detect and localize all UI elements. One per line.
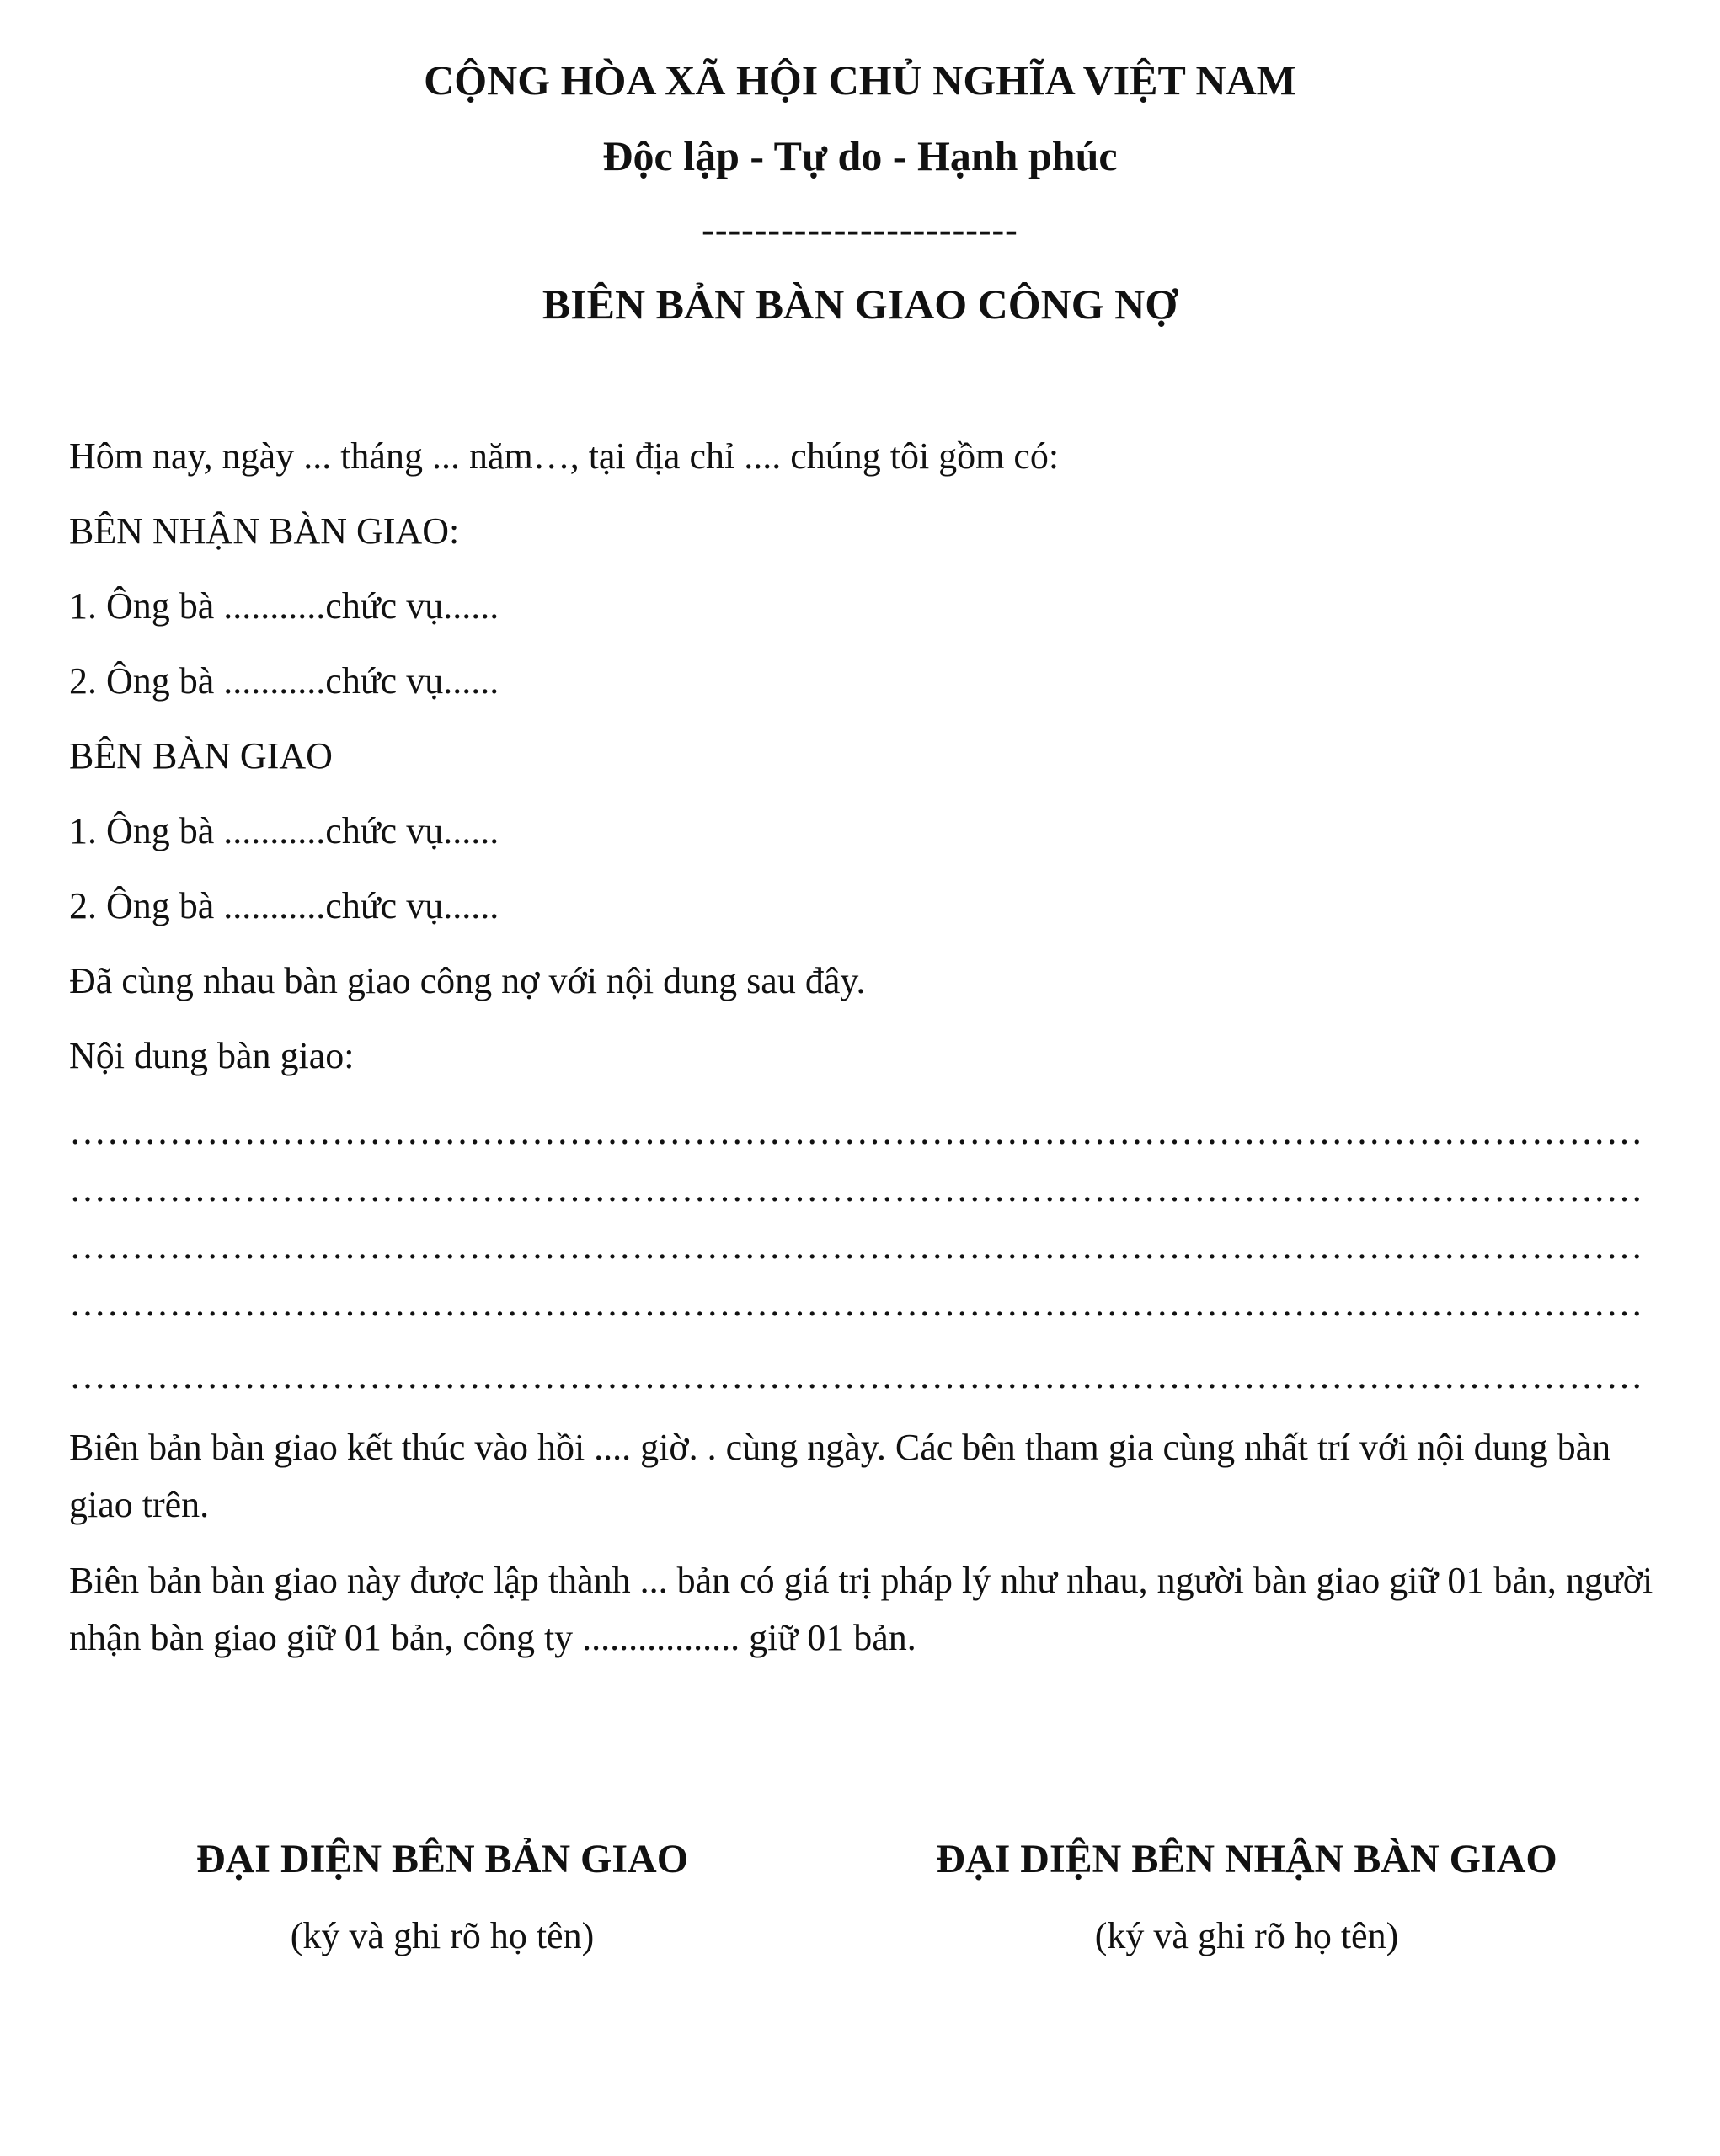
giver-heading: BÊN BÀN GIAO	[69, 735, 333, 776]
left-signature-note: (ký và ghi rõ họ tên)	[290, 1915, 595, 1956]
dotted-line: ………………………………………………………………………………………………………………	[69, 1225, 1643, 1267]
motto: Độc lập - Tự do - Hạnh phúc	[602, 132, 1118, 179]
agreement-line: Đã cùng nhau bàn giao công nợ với nội dung sau đây.	[69, 960, 866, 1001]
copies-paragraph: Biên bản bàn giao này được lập thành ... bản có giá trị pháp lý như nhau, người bàn giao giữ 01 bản, người nhận bàn giao giữ 01 bản, công ty ................. giữ 01 bản.	[69, 1560, 1653, 1658]
giver-item-1: 1. Ông bà ...........chức vụ......	[69, 810, 499, 851]
document-title: BIÊN BẢN BÀN GIAO CÔNG NỢ	[542, 280, 1178, 328]
content-label: Nội dung bàn giao:	[69, 1035, 355, 1076]
left-signature-title: ĐẠI DIỆN BÊN BẢN GIAO	[195, 1837, 689, 1881]
dotted-line: ………………………………………………………………………………………………………………	[69, 1111, 1643, 1152]
receiver-item-1: 1. Ông bà ...........chức vụ......	[69, 585, 499, 627]
dotted-line: ………………………………………………………………………………………………………………	[69, 1283, 1643, 1324]
country-name: CỘNG HÒA XÃ HỘI CHỦ NGHĨA VIỆT NAM	[424, 56, 1296, 104]
giver-item-2: 2. Ông bà ...........chức vụ......	[69, 885, 499, 926]
right-signature-note: (ký và ghi rõ họ tên)	[1094, 1915, 1399, 1956]
intro-line: Hôm nay, ngày ... tháng ... năm…, tại địa chỉ .... chúng tôi gồm có:	[69, 435, 1060, 477]
left-signature-block	[160, 1836, 724, 1957]
closing-paragraph: Biên bản bàn giao kết thúc vào hồi .... giờ. . cùng ngày. Các bên tham gia cùng nhất trí với nội dung bàn giao trên.	[69, 1427, 1611, 1525]
header-separator: ------------------------	[702, 209, 1018, 250]
dotted-line: ………………………………………………………………………………………………………………	[69, 1168, 1643, 1209]
dotted-line: ………………………………………………………………………………………………………………	[69, 1355, 1643, 1396]
receiver-heading: BÊN NHẬN BÀN GIAO:	[69, 510, 460, 552]
right-signature-title: ĐẠI DIỆN BÊN NHẬN BÀN GIAO	[936, 1837, 1557, 1881]
right-signature-block	[910, 1836, 1584, 1957]
receiver-item-2: 2. Ông bà ...........chức vụ......	[69, 660, 499, 702]
